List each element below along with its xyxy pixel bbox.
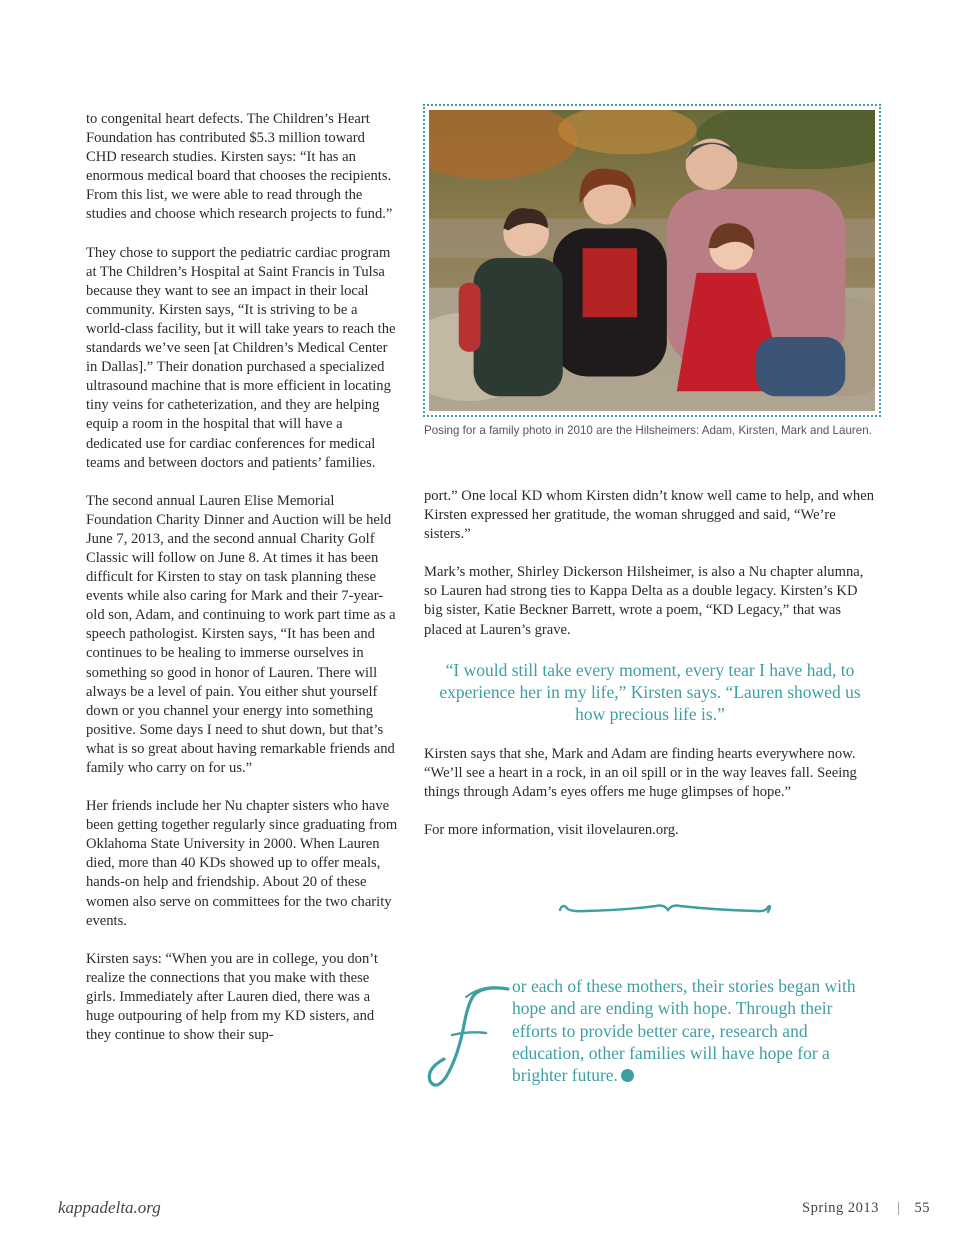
paragraph: Kirsten says that she, Mark and Adam are finding hearts everywhere now. “We’ll see a heart in a rock, in an oil spill or in the way leaves fall. Seeing things through Adam’s eyes offers me huge glimpses of hope.”	[424, 745, 857, 800]
right-column	[424, 487, 876, 859]
paragraph: The second annual Lauren Elise Memorial Foundation Charity Dinner and Auction will be held June 7, 2013, and the second annual Charity Golf Classic will follow on June 8. At times it has been difficult for Kirsten to stay on task planning these events while also caring for Mark and their 7-year-old son, Adam, and continuing to work part time as a speech pathologist. Kirsten says, “It has been and continues to be healing to immerse ourselves in something so good in honor of Lauren. There will always be a level of pain. You either shut yourself down or you channel your energy into something positive. Some days I need to shut down, but that’s what is so great about having remarkable friends and family who carry on for us.”	[86, 492, 396, 776]
left-column	[86, 110, 398, 1064]
closing-paragraph	[424, 975, 879, 1095]
closing-text-body: or each of these mothers, their stories began with hope and are ending with hope. Through their efforts to provide better care, research and education, other families will have hope for a brighter future.	[512, 976, 856, 1086]
ornament-divider-icon	[556, 898, 772, 922]
end-mark-icon	[621, 1069, 634, 1082]
page-number: 55	[914, 1200, 930, 1216]
photo-caption: Posing for a family photo in 2010 are the Hilsheimers: Adam, Kirsten, Mark and Lauren.	[424, 424, 872, 437]
paragraph: Kirsten says: “When you are in college, you don’t realize the connections that you make with these girls. Immediately after Lauren died, there was a huge outpouring of help from my KD sisters, and they continue to show their sup-	[86, 950, 378, 1044]
paragraph: to congenital heart defects. The Children’s Heart Foundation has contributed $5.3 million toward CHD research studies. Kirsten says: “It has an enormous medical board that chooses the recipients. From this list, we were able to read through the studies and choose which research projects to fund.”	[86, 111, 393, 223]
paragraph: port.” One local KD whom Kirsten didn’t know well came to help, and when Kirsten expressed her gratitude, the woman shrugged and said, “We’re sisters.”	[424, 488, 875, 543]
paragraph: Her friends include her Nu chapter sisters who have been getting together regularly since graduating from Oklahoma State University in 2000. When Lauren died, more than 40 KDs showed up to offer meals, hands-on help and friendship. About 20 of these women also serve on committees for the two charity events.	[86, 798, 398, 929]
family-photo-image	[429, 110, 875, 411]
footer-site: kappadelta.org	[58, 1198, 161, 1217]
footer-issue-info	[802, 1200, 930, 1217]
closing-text	[512, 975, 882, 1086]
paragraph: Mark’s mother, Shirley Dickerson Hilsheimer, is also a Nu chapter alumna, so Lauren had strong ties to Kappa Delta as a double legacy. Kirsten’s KD big sister, Katie Beckner Barrett, wrote a poem, “KD Legacy,” that was placed at Lauren’s grave.	[424, 564, 864, 638]
pull-quote: “I would still take every moment, every tear I have had, to experience her in my life,” Kirsten says. “Lauren showed us how precious life is.”	[439, 659, 861, 724]
issue-label: Spring 2013	[802, 1200, 879, 1216]
footer-separator: |	[896, 1200, 901, 1216]
family-photo	[423, 104, 881, 417]
paragraph: They chose to support the pediatric cardiac program at The Children’s Hospital at Saint Francis in Tulsa because they want to see an impact in their local community. Kirsten says, “It is striving to be a world-class facility, but it will take years to reach the standards we’ve seen [at Children’s Medical Center in Dallas].” Their donation purchased a specialized ultrasound machine that is more efficient in locating tiny veins for catheterization, and they are helping equip a room in the hospital that will have a dedicated use for cardiac conferences for medical teams and between doctors and patients’ families.	[86, 244, 396, 471]
paragraph: For more information, visit ilovelauren.org.	[424, 821, 679, 838]
dropcap-f-icon	[424, 981, 512, 1091]
